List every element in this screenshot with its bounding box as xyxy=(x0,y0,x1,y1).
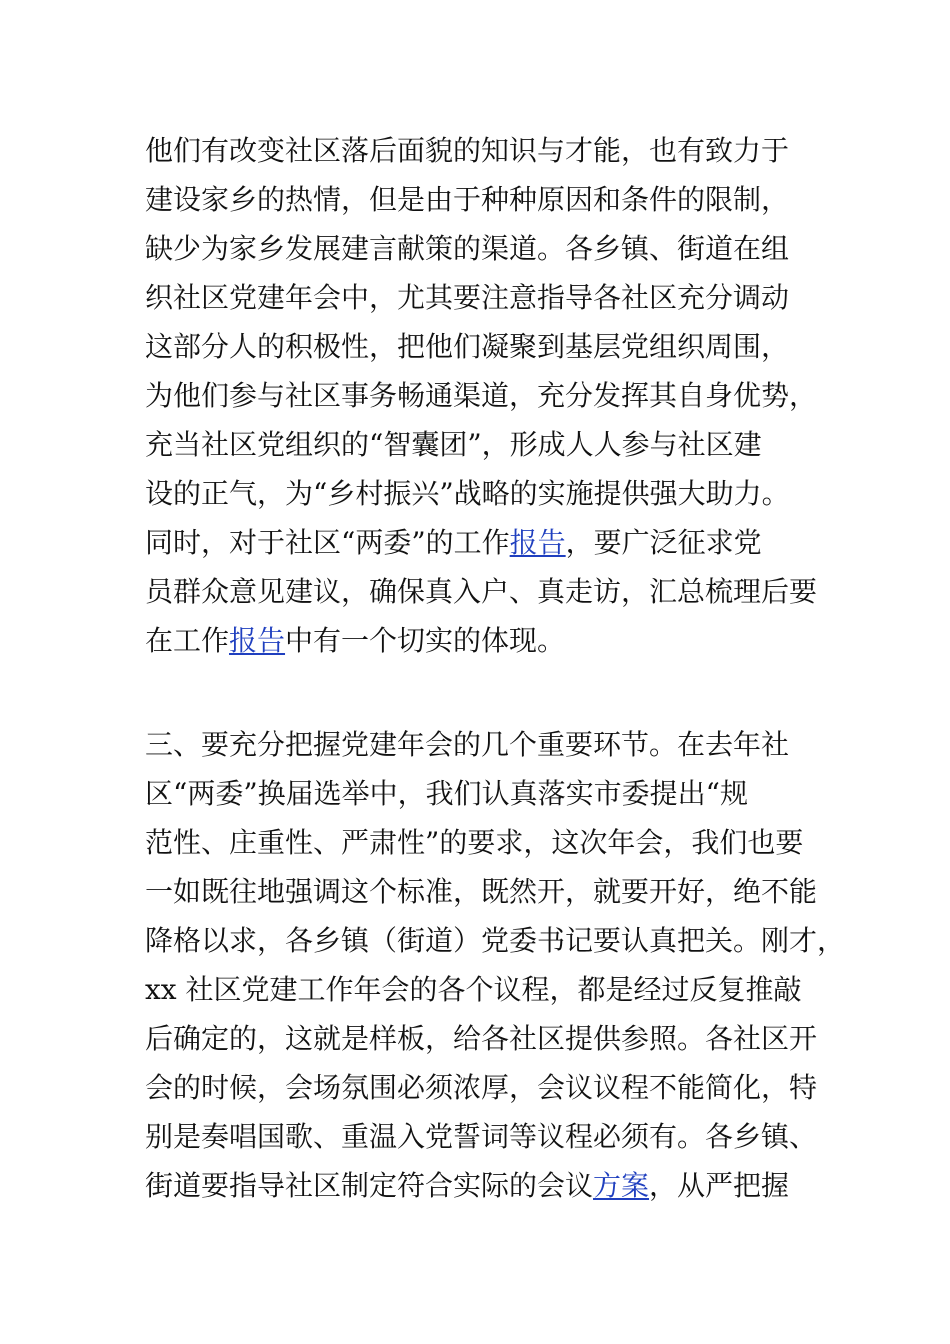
paragraph-line: 降格以求，各乡镇（街道）党委书记要认真把关。刚才， xyxy=(145,924,846,957)
text-segment: 街道要指导社区制定符合实际的会议 xyxy=(145,1169,594,1202)
paragraph-line-with-link xyxy=(145,518,825,567)
text-segment: 在工作 xyxy=(145,624,230,657)
text-segment: ，要广泛征求党 xyxy=(565,526,762,559)
report-link[interactable]: 报告 xyxy=(509,526,566,559)
paragraph-line: xx 社区党建工作年会的各个议程，都是经过反复推敲 xyxy=(145,973,802,1006)
paragraph-line: 缺少为家乡发展建言献策的渠道。各乡镇、街道在组 xyxy=(145,232,790,265)
report-link[interactable]: 报告 xyxy=(229,624,286,657)
paragraph-line: 后确定的，这就是样板，给各社区提供参照。各社区开 xyxy=(145,1022,818,1055)
paragraph-line: 会的时候，会场氛围必须浓厚，会议议程不能简化，特 xyxy=(145,1071,818,1104)
text-segment: ，从严把握 xyxy=(649,1169,790,1202)
paragraph-line: 这部分人的积极性，把他们凝聚到基层党组织周围， xyxy=(145,330,790,363)
paragraph-1 xyxy=(145,126,825,665)
paragraph-line: 别是奏唱国歌、重温入党誓词等议程必须有。各乡镇、 xyxy=(145,1120,818,1153)
text-segment: 中有一个切实的体现。 xyxy=(285,624,566,657)
paragraph-line: 为他们参与社区事务畅通渠道，充分发挥其自身优势， xyxy=(145,379,818,412)
paragraph-line: 建设家乡的热情，但是由于种种原因和条件的限制， xyxy=(145,183,790,216)
paragraph-line: 区“两委”换届选举中，我们认真落实市委提出“规 xyxy=(145,777,748,810)
paragraph-2 xyxy=(145,720,846,1210)
paragraph-line: 充当社区党组织的“智囊团”，形成人人参与社区建 xyxy=(145,428,762,461)
paragraph-line: 织社区党建年会中，尤其要注意指导各社区充分调动 xyxy=(145,281,790,314)
paragraph-line: 员群众意见建议，确保真入户、真走访，汇总梳理后要 xyxy=(145,575,818,608)
text-segment: 同时，对于社区“两委”的工作 xyxy=(145,526,510,559)
paragraph-line-with-link xyxy=(145,1161,825,1210)
paragraph-line: 一如既往地强调这个标准，既然开，就要开好，绝不能 xyxy=(145,875,818,908)
paragraph-line: 三、要充分把握党建年会的几个重要环节。在去年社 xyxy=(145,728,790,761)
paragraph-line: 设的正气，为“乡村振兴”战略的实施提供强大助力。 xyxy=(145,477,790,510)
paragraph-line: 他们有改变社区落后面貌的知识与才能，也有致力于 xyxy=(145,134,790,167)
plan-link[interactable]: 方案 xyxy=(593,1169,650,1202)
paragraph-line-with-link xyxy=(145,616,825,665)
paragraph-line: 范性、庄重性、严肃性”的要求，这次年会，我们也要 xyxy=(145,826,804,859)
